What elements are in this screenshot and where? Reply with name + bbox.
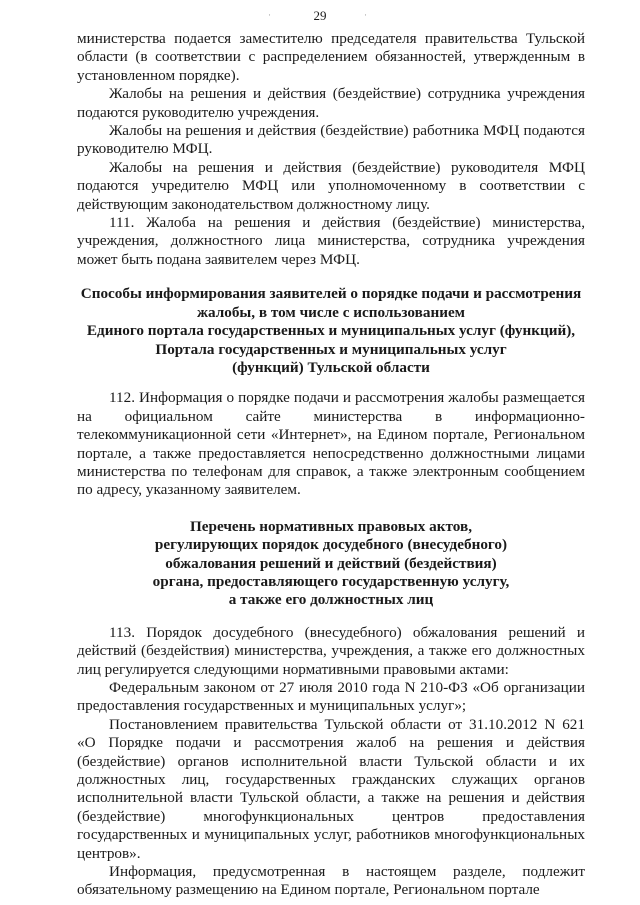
paragraph-information: Информация, предусмотренная в настоящем разделе, подлежит обязательному размещению на Едином портале, Региональном портале [77,863,585,899]
section-heading-informing [77,285,585,377]
section-heading-legal-acts [77,518,585,610]
heading-line: регулирующих порядок досудебного (внесудебного) [154,536,508,554]
page-number: 29 [313,8,327,23]
heading-line: Перечень нормативных правовых актов, [189,517,473,535]
heading-line: Способы информирования заявителей о порядке подачи и рассмотрения [80,285,582,303]
heading-line: Портала государственных и муниципальных услуг [155,340,507,358]
paragraph: Жалобы на решения и действия (бездействие) сотрудника учреждения подаются руководителю учреждения. [77,85,585,121]
heading-line: обжалования решений и действий (бездействия) [165,554,497,572]
paragraph-113: 113. Порядок досудебного (внесудебного) обжалования решений и действий (бездействия) министерства, учреждения, а также его должностных лиц регулируется следующими нормативными правовыми актами: [77,623,585,678]
document-body [77,30,585,900]
paragraph-continuation: министерства подается заместителю председателя правительства Тульской области (в соответствии с распределением обязанностей, утвержденным в установленном порядке). [77,30,585,84]
heading-line: органа, предоставляющего государственную услугу, [152,572,510,590]
scan-artifact: · [364,10,367,20]
heading-line: жалобы, в том числе с использованием [196,303,466,321]
paragraph-111: 111. Жалоба на решения и действия (бездействие) министерства, учреждения, должностного лица министерства, сотрудника учреждения может быть подана заявителем через МФЦ. [77,214,585,268]
paragraph: Жалобы на решения и действия (бездействие) работника МФЦ подаются руководителю МФЦ. [77,122,585,158]
paragraph-federal-law: Федеральным законом от 27 июля 2010 года N 210-ФЗ «Об организации предоставления государственных и муниципальных услуг»; [77,679,585,715]
heading-line: (функций) Тульской области [232,358,430,376]
heading-line: а также его должностных лиц [228,591,434,609]
heading-line: Единого портала государственных и муниципальных услуг (функций), [86,322,576,340]
paragraph-resolution: Постановлением правительства Тульской области от 31.10.2012 N 621 «О Порядке подачи и рассмотрения жалоб на решения и действия (бездействие) органов исполнительной власти Тульской области и их должностных лиц, государственных гражданских служащих органов исполнительной власти Тульской области, а также на решения и действия (бездействие) многофункциональных центров предоставления государственных и муниципальных услуг, работников многофункциональных центров». [77,715,585,862]
paragraph-112: 112. Информация о порядке подачи и рассмотрения жалобы размещается на официальном сайте министерства в информационно-телекоммуникационной сети «Интернет», на Едином портале, Региональном портале, а также предоставляется непосредственно должностными лицами министерства по телефонам для справок, а также электронным сообщением по адресу, указанному заявителем. [77,389,585,499]
scan-artifact: · [268,10,271,20]
paragraph: Жалобы на решения и действия (бездействие) руководителя МФЦ подаются учредителю МФЦ или уполномоченному в соответствии с действующим законодательством должностному лицу. [77,158,585,213]
